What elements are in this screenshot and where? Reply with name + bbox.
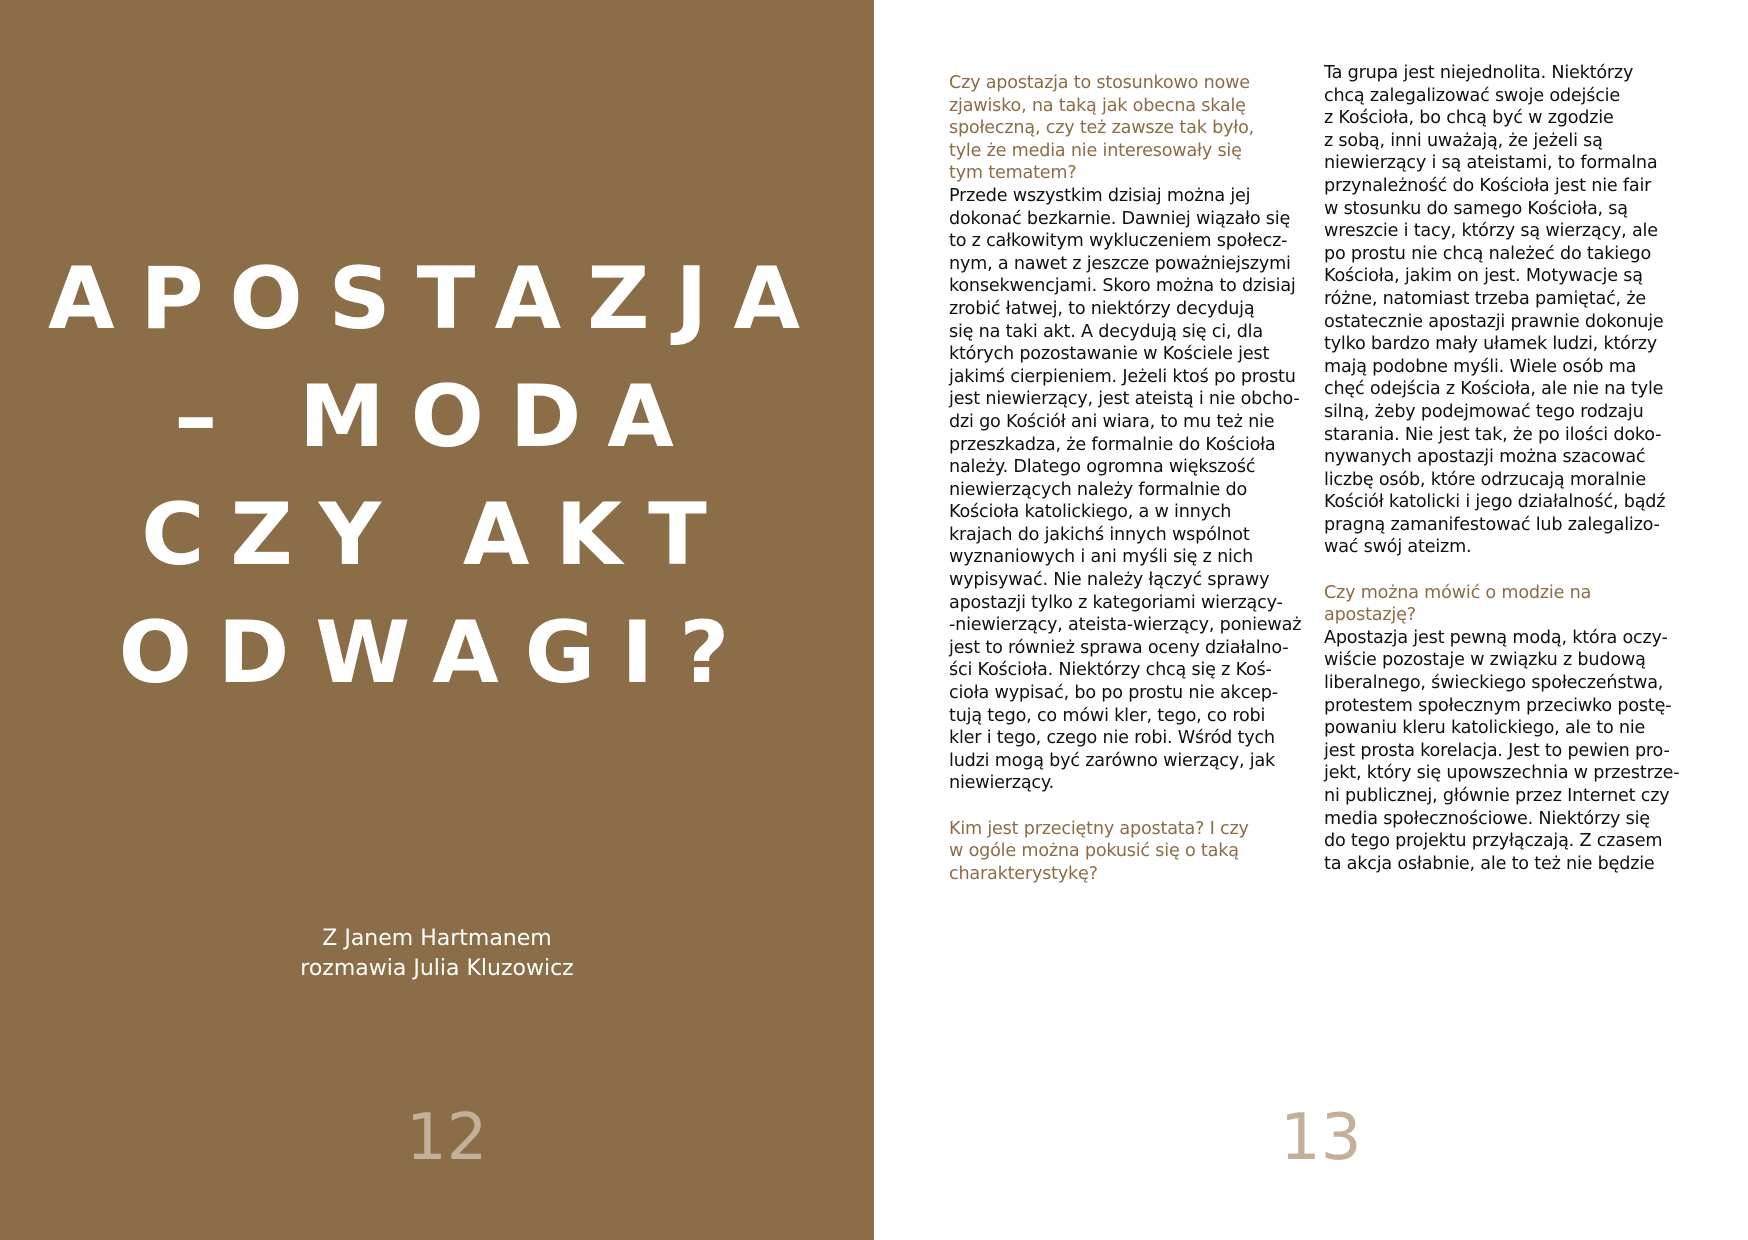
text-line: charakterystykę? xyxy=(949,863,1098,884)
text-line: z sobą, inni uważają, że jeżeli są xyxy=(1324,130,1603,151)
text-line: wreszcie i tacy, którzy są wierzący, ale xyxy=(1324,221,1658,242)
title-line: – MODA xyxy=(174,367,700,467)
answer-2 xyxy=(1324,62,1679,559)
text-line: w ogóle można pokusić się o taką xyxy=(949,841,1239,862)
text-line: jest to również sprawa oceny działalno- xyxy=(949,637,1289,658)
byline-line: Z Janem Hartmanem xyxy=(322,926,552,951)
article-title xyxy=(0,240,874,712)
text-line: starania. Nie jest tak, że po ilości doko- xyxy=(1324,424,1662,445)
question-3 xyxy=(1324,582,1679,627)
text-line: zrobić łatwej, to niektórzy decydują xyxy=(949,298,1255,319)
text-line: ści Kościoła. Niektórzy chcą się z Koś- xyxy=(949,660,1272,681)
text-line: zjawisko, na taką jak obecna skalę xyxy=(949,95,1246,116)
text-line: dokonać bezkarnie. Dawniej wiązało się xyxy=(949,208,1291,229)
title-line: APOSTAZJA xyxy=(47,249,827,349)
text-line: tym tematem? xyxy=(949,163,1077,184)
text-line: Czy można mówić o modzie na xyxy=(1324,582,1592,603)
text-line: wypisywać. Nie należy łączyć sprawy xyxy=(949,570,1270,591)
text-line: przeszkadza, że formalnie do Kościoła xyxy=(949,434,1276,455)
text-line: których pozostawanie w Kościele jest xyxy=(949,344,1270,365)
text-line: jest prosta korelacja. Jest to pewien pro- xyxy=(1324,740,1670,761)
text-line: należy. Dlatego ogromna większość xyxy=(949,457,1256,478)
text-line: Czy apostazja to stosunkowo nowe xyxy=(949,73,1250,93)
text-line: niewierzący i są ateistami, to formalna xyxy=(1324,153,1658,174)
text-line: niewierzących należy formalnie do xyxy=(949,479,1248,500)
text-column-2 xyxy=(1324,62,1679,875)
text-line: apostazji tylko z kategoriami wierzący- xyxy=(949,592,1283,613)
text-line: apostazję? xyxy=(1324,605,1416,626)
text-line: kler i tego, czego nie robi. Wśród tych xyxy=(949,728,1275,749)
text-line: liczbę osób, które odrzucają moralnie xyxy=(1324,469,1646,490)
question-2 xyxy=(949,818,1304,886)
text-line: media społecznościowe. Niektórzy się xyxy=(1324,808,1650,829)
title-line: ODWAGI? xyxy=(118,603,756,703)
text-line: różne, natomiast trzeba pamiętać, że xyxy=(1324,288,1646,309)
byline xyxy=(0,924,874,984)
text-line: Kim jest przeciętny apostata? I czy xyxy=(949,818,1249,839)
text-line: dzi go Kościół ani wiara, to mu też nie xyxy=(949,411,1275,432)
text-line: liberalnego, świeckiego społeczeństwa, xyxy=(1324,673,1664,694)
text-line: ni publicznej, głównie przez Internet czy xyxy=(1324,786,1670,806)
text-line: -niewierzący, ateista-wierzący, ponieważ xyxy=(949,615,1302,636)
text-line: społeczną, czy też zawsze tak było, xyxy=(949,118,1255,139)
text-line: ludzi mogą być zarówno wierzący, jak xyxy=(949,750,1276,771)
text-line: tyle że media nie interesowały się xyxy=(949,140,1242,161)
text-line: wiście pozostaje w związku z budową xyxy=(1324,650,1646,671)
page-number-left: 12 xyxy=(406,1101,488,1175)
text-line: Kościół katolicki i jego działalność, bądź xyxy=(1324,492,1666,513)
text-line: chęć odejścia z Kościoła, ale nie na tyle xyxy=(1324,379,1664,400)
title-line: CZY AKT xyxy=(141,485,733,585)
question-1 xyxy=(949,72,1304,185)
text-line: mają podobne myśli. Wiele osób ma xyxy=(1324,356,1637,377)
text-line: krajach do jakichś innych wspólnot xyxy=(949,524,1250,545)
text-line: nywanych apostazji można szacować xyxy=(1324,447,1646,468)
text-line: protestem społecznym przeciwko postę- xyxy=(1324,695,1672,716)
text-line: powaniu kleru katolickiego, ale to nie xyxy=(1324,718,1646,739)
text-line: niewierzący. xyxy=(949,773,1054,794)
text-line: jekt, który się upowszechnia w przestrze- xyxy=(1324,763,1680,784)
answer-3 xyxy=(1324,627,1679,876)
text-line: Przede wszystkim dzisiaj można jej xyxy=(949,185,1251,206)
answer-1 xyxy=(949,185,1304,795)
text-line: Kościoła katolickiego, a w innych xyxy=(949,502,1232,523)
text-line: po prostu nie chcą należeć do takiego xyxy=(1324,243,1652,264)
text-line: ostatecznie apostazji prawnie dokonuje xyxy=(1324,311,1664,332)
text-line: w stosunku do samego Kościoła, są xyxy=(1324,198,1628,219)
text-line: z Kościoła, bo chcą być w zgodzie xyxy=(1324,108,1614,129)
text-line: jest niewierzący, jest ateistą i nie obcho- xyxy=(949,389,1300,410)
text-column-1 xyxy=(949,72,1304,885)
text-line: do tego projektu przyłączają. Z czasem xyxy=(1324,831,1663,852)
text-line: tują tego, co mówi kler, tego, co robi xyxy=(949,705,1266,726)
text-line: to z całkowitym wykluczeniem społecz- xyxy=(949,231,1288,252)
text-line: Ta grupa jest niejednolita. Niektórzy xyxy=(1324,63,1634,83)
text-line: cioła wypisać, bo po prostu nie akcep- xyxy=(949,683,1278,704)
text-line: chcą zalegalizować swoje odejście xyxy=(1324,85,1620,106)
text-line: nym, a nawet z jeszcze poważniejszymi xyxy=(949,253,1291,274)
text-line: tylko bardzo mały ułamek ludzi, którzy xyxy=(1324,334,1657,355)
byline-line: rozmawia Julia Kluzowicz xyxy=(300,956,574,981)
text-line: pragną zamanifestować lub zalegalizo- xyxy=(1324,514,1660,535)
text-line: ta akcja osłabnie, ale to też nie będzie xyxy=(1324,853,1655,874)
text-line: Apostazja jest pewną modą, która oczy- xyxy=(1324,627,1668,648)
page-number-right: 13 xyxy=(1280,1101,1362,1175)
text-line: się na taki akt. A decydują się ci, dla xyxy=(949,321,1263,342)
text-line: przynależność do Kościoła jest nie fair xyxy=(1324,175,1652,196)
text-line: wać swój ateizm. xyxy=(1324,537,1472,558)
text-line: jakimś cierpieniem. Jeżeli ktoś po prostu xyxy=(949,366,1296,387)
text-line: wyznaniowych i ani myśli się z nich xyxy=(949,547,1254,568)
text-line: konsekwencjami. Skoro można to dzisiaj xyxy=(949,276,1296,297)
text-line: Kościoła, jakim on jest. Motywacje są xyxy=(1324,266,1643,287)
text-line: silną, żeby podejmować tego rodzaju xyxy=(1324,401,1644,422)
